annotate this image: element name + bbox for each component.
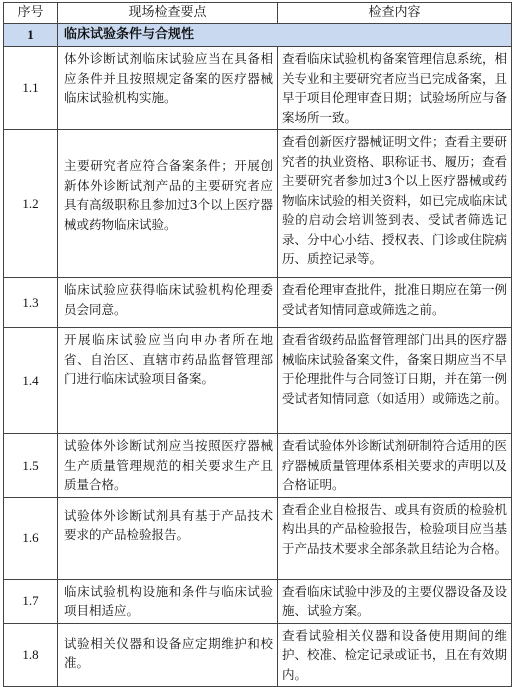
row-check-content: 查看伦理审查批件，批准日期应在第一例受试者知情同意或筛选之前。 bbox=[278, 278, 512, 328]
header-serial-number: 序号 bbox=[4, 3, 58, 24]
row-requirement: 试验体外诊断试剂应当按照医疗器械生产质量管理规范的相关要求生产且质量合格。 bbox=[58, 434, 278, 498]
table-row bbox=[4, 278, 512, 328]
row-requirement: 体外诊断试剂临床试验应当在具备相应条件并且按照规定备案的医疗器械临床试验机构实施。 bbox=[58, 47, 278, 130]
row-check-content: 查看试验体外诊断试剂研制符合适用的医疗器械质量管理体系相关要求的声明以及合格证明。 bbox=[278, 434, 512, 498]
row-check-content: 查看省级药品监督管理部门出具的医疗器械临床试验备案文件，备案日期应当不早于伦理批件与合同签订日期，并在第一例受试者知情同意（如适用）或筛选之前。 bbox=[278, 328, 512, 434]
row-requirement: 临床试验机构设施和条件与临床试验项目相适应。 bbox=[58, 579, 278, 623]
row-requirement: 临床试验应获得临床试验机构伦理委员会同意。 bbox=[58, 278, 278, 328]
table-row bbox=[4, 328, 512, 434]
row-number: 1.3 bbox=[4, 278, 58, 328]
table-header-row bbox=[4, 3, 512, 24]
row-number: 1.2 bbox=[4, 130, 58, 278]
row-check-content: 查看临床试验机构备案管理信息系统，相关专业和主要研究者应当已完成备案，且早于项目伦理审查日期；试验场所应与备案场所一致。 bbox=[278, 47, 512, 130]
row-requirement: 开展临床试验应当向申办者所在地省、自治区、直辖市药品监督管理部门进行临床试验项目备案。 bbox=[58, 328, 278, 434]
row-requirement: 试验体外诊断试剂具有基于产品技术要求的产品检验报告。 bbox=[58, 497, 278, 579]
header-inspection-points: 现场检查要点 bbox=[58, 3, 278, 24]
row-requirement: 主要研究者应符合备案条件；开展创新体外诊断试剂产品的主要研究者应具有高级职称且参加过3个以上医疗器械或药物临床试验。 bbox=[58, 130, 278, 278]
row-number: 1.4 bbox=[4, 328, 58, 434]
row-number: 1.6 bbox=[4, 497, 58, 579]
row-number: 1.1 bbox=[4, 47, 58, 130]
row-requirement: 试验相关仪器和设备应定期维护和校准。 bbox=[58, 623, 278, 687]
row-check-content: 查看企业自检报告、或具有资质的检验机构出具的产品检验报告，检验项目应当基于产品技术要求全部条款且结论为合格。 bbox=[278, 497, 512, 579]
row-check-content: 查看创新医疗器械证明文件；查看主要研究者的执业资格、职称证书、履历；查看主要研究者参加过3个以上医疗器械或药物临床试验的相关资料，如已完成临床试验的启动会培训签到表、受试者筛选记录、分中心小结、授权表、门诊或住院病历、质控记录等。 bbox=[278, 130, 512, 278]
section-row bbox=[4, 24, 512, 47]
row-check-content: 查看试验相关仪器和设备使用期间的维护、校准、检定记录或证书，且在有效期内。 bbox=[278, 623, 512, 687]
header-inspection-content: 检查内容 bbox=[278, 3, 512, 24]
table-row bbox=[4, 497, 512, 579]
section-title: 临床试验条件与合规性 bbox=[58, 24, 512, 47]
row-number: 1.7 bbox=[4, 579, 58, 623]
inspection-table bbox=[3, 2, 512, 687]
table-row bbox=[4, 579, 512, 623]
row-check-content: 查看临床试验中涉及的主要仪器设备及设施、试验方案。 bbox=[278, 579, 512, 623]
table-row bbox=[4, 623, 512, 687]
table-row bbox=[4, 130, 512, 278]
row-number: 1.5 bbox=[4, 434, 58, 498]
row-number: 1.8 bbox=[4, 623, 58, 687]
table-row bbox=[4, 434, 512, 498]
section-number: 1 bbox=[4, 24, 58, 47]
table-row bbox=[4, 47, 512, 130]
